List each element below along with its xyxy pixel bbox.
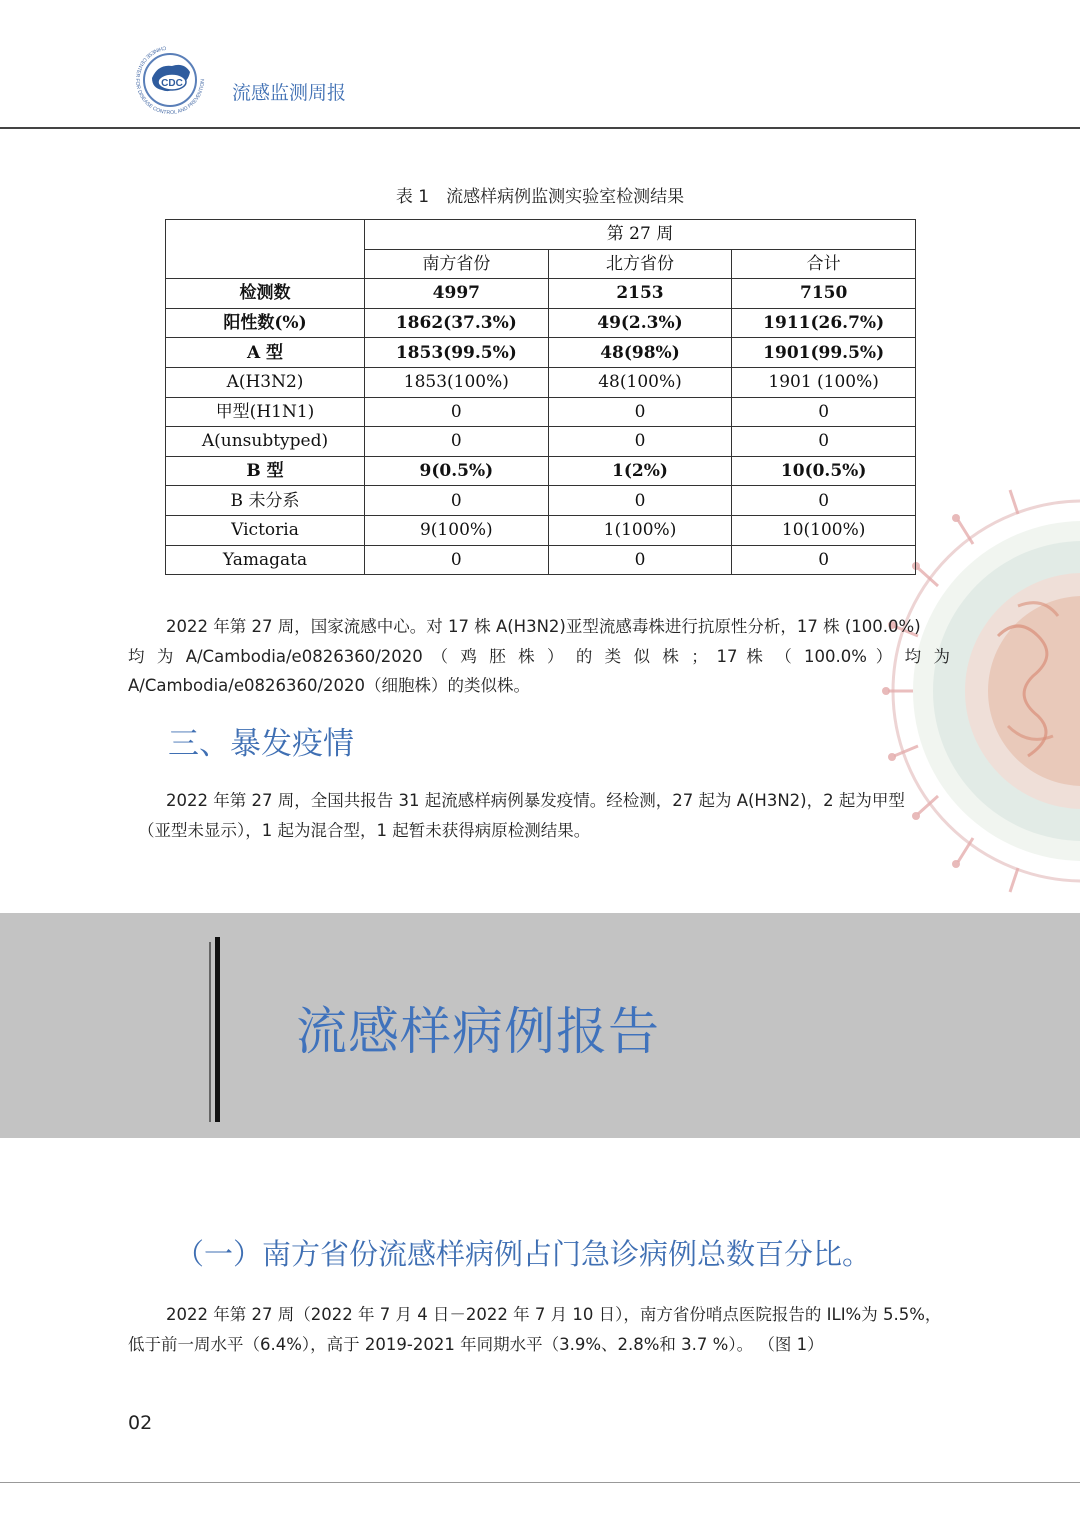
report-name: 流感监测周报 <box>232 82 347 104</box>
logo-text: CDC <box>161 78 183 89</box>
table-caption: 表 1 流感样病例监测实验室检测结果 <box>395 187 685 207</box>
paragraph-line: 2022 年第 27 周，国家流感中心。对 17 株 A(H3N2)亚型流感毒株进行抗原性分析，17 株 (100.0%) <box>166 617 921 636</box>
table-row <box>166 486 916 516</box>
row-label: B 未分系 <box>166 486 365 516</box>
cell-south: 0 <box>365 545 549 575</box>
page-header <box>0 0 1080 130</box>
cell-total: 1901(99.5%) <box>732 338 916 368</box>
cell-south: 0 <box>365 427 549 457</box>
row-label: Victoria <box>166 515 365 545</box>
paragraph-line: A/Cambodia/e0826360/2020（细胞株）的类似株。 <box>128 676 531 695</box>
cell-total: 0 <box>732 397 916 427</box>
cell-total: 0 <box>732 545 916 575</box>
table-row <box>166 279 916 309</box>
paragraph-line: 低于前一周水平（6.4%），高于 2019-2021 年同期水平（3.9%、2.8%和 3.7 %）。 （图 1） <box>128 1334 824 1354</box>
row-label: 阳性数(%) <box>166 308 365 338</box>
cell-total: 1901 (100%) <box>732 367 916 397</box>
cell-total: 10(0.5%) <box>732 456 916 486</box>
cell-total: 7150 <box>732 279 916 309</box>
column-header-north: 北方省份 <box>548 249 732 279</box>
section-heading-outbreaks: 三、暴发疫情 <box>168 726 354 762</box>
cell-south: 1853(100%) <box>365 367 549 397</box>
table-row <box>166 456 916 486</box>
cell-north: 0 <box>548 486 732 516</box>
table-row <box>166 338 916 368</box>
table-week-header: 第 27 周 <box>365 220 916 250</box>
table-row <box>166 515 916 545</box>
row-label: A(unsubtyped) <box>166 427 365 457</box>
logo-ring-text: CHINESE CENTER FOR DISEASE CONTROL AND PREVENTION <box>134 44 207 117</box>
table-corner-cell <box>166 220 365 279</box>
cell-total: 10(100%) <box>732 515 916 545</box>
paragraph-line: 2022 年第 27 周（2022 年 7 月 4 日－2022 年 7 月 10 日），南方省份哨点医院报告的 ILI%为 5.5%， <box>166 1305 942 1324</box>
table-row <box>166 427 916 457</box>
paragraph-line: 2022 年第 27 周，全国共报告 31 起流感样病例暴发疫情。经检测，27 起为 A(H3N2)，2 起为甲型 <box>166 791 905 810</box>
row-label: A 型 <box>166 338 365 368</box>
column-header-total: 合计 <box>732 249 916 279</box>
banner-accent-bar <box>215 937 220 1122</box>
table-row <box>166 545 916 575</box>
cell-north: 48(100%) <box>548 367 732 397</box>
table-row <box>166 367 916 397</box>
cell-total: 1911(26.7%) <box>732 308 916 338</box>
cell-north: 1(2%) <box>548 456 732 486</box>
header-divider <box>0 127 1080 129</box>
column-header-south: 南方省份 <box>365 249 549 279</box>
cell-south: 1853(99.5%) <box>365 338 549 368</box>
cell-north: 1(100%) <box>548 515 732 545</box>
cell-north: 48(98%) <box>548 338 732 368</box>
cell-south: 9(100%) <box>365 515 549 545</box>
cell-south: 4997 <box>365 279 549 309</box>
cdc-logo-icon <box>128 38 212 122</box>
table-row <box>166 397 916 427</box>
cell-south: 1862(37.3%) <box>365 308 549 338</box>
footer-divider <box>0 1482 1080 1483</box>
page-number: 02 <box>128 1412 153 1434</box>
cell-total: 0 <box>732 427 916 457</box>
south-ili-paragraph <box>128 1300 950 1359</box>
row-label: 检测数 <box>166 279 365 309</box>
cell-north: 0 <box>548 427 732 457</box>
row-label: B 型 <box>166 456 365 486</box>
table-row <box>166 308 916 338</box>
paragraph-line: （亚型未显示），1 起为混合型，1 起暂未获得病原检测结果。 <box>138 820 591 840</box>
lab-results-table <box>165 219 916 575</box>
subsection-heading-south: （一）南方省份流感样病例占门急诊病例总数百分比。 <box>175 1237 872 1271</box>
banner-accent-line <box>209 942 211 1122</box>
cell-north: 2153 <box>548 279 732 309</box>
banner-title: 流感样病例报告 <box>296 1003 661 1062</box>
paragraph-line: 均 为 A/Cambodia/e0826360/2020 （ 鸡 胚 株 ） 的 类 似 株 ； 17 株 （ 100.0% ） 均 为 <box>128 646 950 666</box>
cell-south: 0 <box>365 397 549 427</box>
outbreak-paragraph <box>128 786 950 845</box>
antigen-analysis-paragraph <box>128 612 950 701</box>
cell-total: 0 <box>732 486 916 516</box>
cell-south: 0 <box>365 486 549 516</box>
cell-north: 0 <box>548 545 732 575</box>
cell-north: 49(2.3%) <box>548 308 732 338</box>
row-label: A(H3N2) <box>166 367 365 397</box>
cell-south: 9(0.5%) <box>365 456 549 486</box>
row-label: 甲型(H1N1) <box>166 397 365 427</box>
row-label: Yamagata <box>166 545 365 575</box>
cell-north: 0 <box>548 397 732 427</box>
